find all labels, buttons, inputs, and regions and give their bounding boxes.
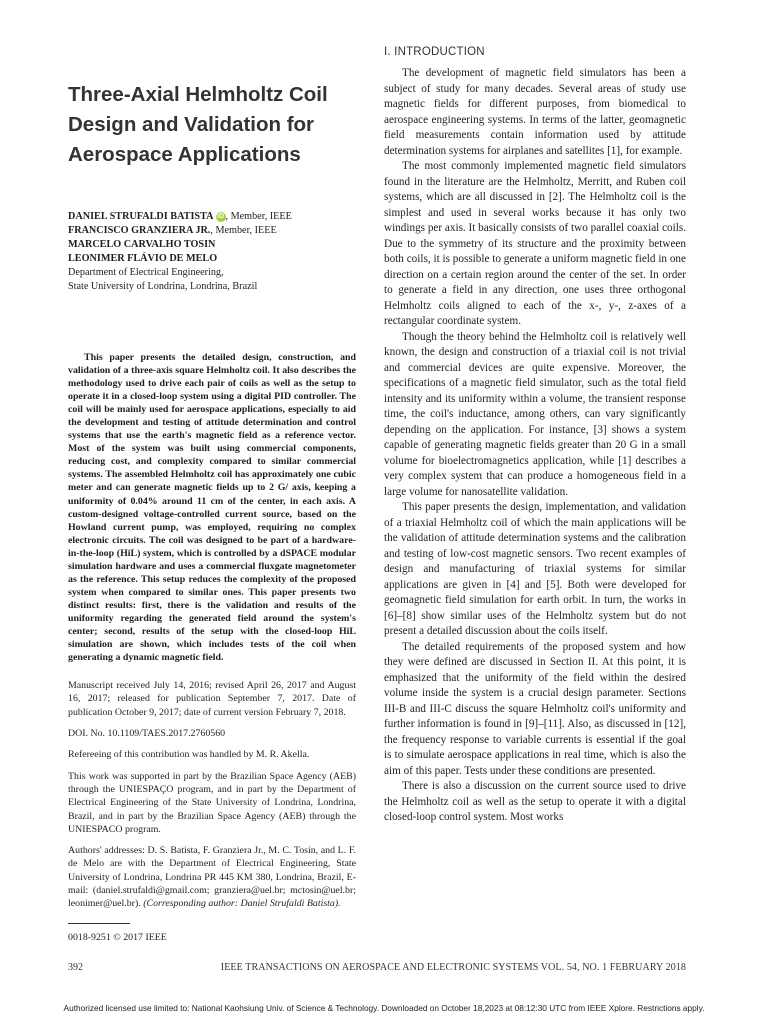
author-list bbox=[68, 210, 356, 266]
manuscript-note: Manuscript received July 14, 2016; revised April 26, 2017 and August 16, 2017; released for publication September 7, 2017. Date of publication October 9, 2017; date of current version February 7, 2018. bbox=[68, 680, 356, 718]
footnote-divider bbox=[68, 923, 130, 924]
body-paragraph: There is also a discussion on the current source used to drive the Helmholtz coil as well as the setup to operate it with a digital closed-loop control system. Most works bbox=[384, 780, 686, 823]
abstract: This paper presents the detailed design, construction, and validation of a three-axis square Helmholtz coil. It also describes the methodology used to drive each pair of coils as well as the setup to operate it in a closed-loop system using a digital PID controller. The coil will be mainly used for aerospace applications, especially to aid the development and testing of attitude determination and control systems that use the earth's magnetic field as a reference vector. Most of the system was built using commercial components, reducing cost, and complexity compared to similar commercial systems. The assembled Helmholtz coil has approximately one cubic meter and can generate magnetic fields up to 2 G/ axis, keeping a uniformity of 0.04% around 11 cm of the center, in each axis. A custom-designed voltage-controlled current source, based on the Howland current pump, was employed, requiring no complex electronic circuits. The coil was designed to be part of a hardware-in-the-loop (HiL) system, which is controlled by a dSPACE modular simulation hardware and uses a commercial fluxgate magnetometer as the reference. This setup reduces the complexity of the proposed system when compared to similar ones. This paper presents two distinct results: first, there is the validation and results of the uniformity regarding the generated field around the system's center; second, results of the setup with the closed-loop HiL simulation are shown, which includes tests of the coil when generating a dynamic magnetic field. bbox=[68, 352, 356, 664]
page-number: 392 bbox=[68, 962, 83, 973]
issn-copyright: 0018-9251 © 2017 IEEE bbox=[68, 931, 167, 943]
title-line: Design and Validation for bbox=[68, 113, 315, 136]
author-name: LEONIMER FLÁVIO DE MELO bbox=[68, 253, 218, 264]
doi-note[interactable]: DOI. No. 10.1109/TAES.2017.2760560 bbox=[68, 728, 226, 740]
author-membership: , Member, IEEE bbox=[210, 225, 277, 236]
paper-title bbox=[68, 80, 356, 170]
left-column bbox=[68, 80, 356, 943]
author-name: DANIEL STRUFALDI BATISTA bbox=[68, 211, 214, 222]
authorization-notice: Authorized licensed use limited to: National Kaohsiung Univ. of Science & Technology. Downloaded on October 18,2023 at 08:12:30 UTC from IEEE Xplore. Restrictions apply. bbox=[63, 1003, 705, 1013]
addresses-note bbox=[68, 844, 356, 910]
body-paragraph: This paper presents the design, implementation, and validation of a triaxial Helmholtz coil of which the main applications will be the validation of attitude determination systems and the calibration and testing of low-cost magnetic sensors. Two recent examples of design and manufacturing of triaxial systems for similar applications are given in [4] and [5]. Both were developed for geomagnetic field simulation for earth orbit. In turn, the works in [6]–[8] show similar uses of the Helmholtz system but do not present a detailed discussion about the coils itself. bbox=[384, 501, 686, 637]
author-row bbox=[68, 210, 356, 224]
author-membership: , Member, IEEE bbox=[225, 211, 292, 222]
addresses-text: Authors' addresses: D. S. Batista, F. Granziera Jr., M. C. Tosin, and L. F. de Melo are with the Department of Electrical Engineering, State University of Londrina, Londrina PR 445 KM 380, Londrina, Brazil, E-mail: (daniel.strufaldi@gmail.com; granziera@uel.br; mctosin@uel.br; leonimer@uel.br). bbox=[68, 845, 356, 910]
affiliation-line: State University of Londrina, Londrina, Brazil bbox=[68, 281, 258, 292]
author-row bbox=[68, 224, 356, 238]
author-row bbox=[68, 252, 356, 266]
body-paragraph: The most commonly implemented magnetic field simulators found in the literature are the Helmholtz, Merritt, and Ruben coil systems, which are all discussed in [2]. The Helmholtz coil is the simplest and used in several works because it has only two windings per axis. It basically consists of two parallel coaxial coils. Due to the symmetry of its structure and the proximity between both coils, it is possible to generate a uniform magnetic field in one direction on a certain region around the center of the set. In order to generate a field in any direction, one uses three orthogonal Helmholtz coils aligned to each of the x-, y-, z-axes of a rectangular coordinate system. bbox=[384, 160, 686, 327]
section-heading: I. INTRODUCTION bbox=[384, 46, 485, 58]
author-row bbox=[68, 238, 356, 252]
affiliation-line: Department of Electrical Engineering, bbox=[68, 267, 224, 278]
refereeing-note: Refereeing of this contribution was handled by M. R. Akella. bbox=[68, 749, 310, 761]
title-line: Three-Axial Helmholtz Coil bbox=[68, 83, 328, 106]
affiliation bbox=[68, 266, 356, 294]
author-name: MARCELO CARVALHO TOSIN bbox=[68, 239, 216, 250]
title-line: Aerospace Applications bbox=[68, 143, 301, 166]
journal-info: IEEE TRANSACTIONS ON AEROSPACE AND ELECTRONIC SYSTEMS VOL. 54, NO. 1 FEBRUARY 2018 bbox=[220, 962, 686, 973]
corresponding-author: (Corresponding author: Daniel Strufaldi Batista). bbox=[143, 898, 341, 910]
body-paragraph: Though the theory behind the Helmholtz coil is relatively well known, the design and construction of a triaxial coil is not trivial and commercial devices are quite expensive. Moreover, the specifications of a magnetic field simulator, such as the total field intensity and its uniformity within a volume, the transient response time, the coil's inductance, among others, can vary significantly depending on the application. For instance, [3] shows a system capable of generating magnetic fields greater than 20 G in a small volume for bioelectromagnetics application, while [1] describes a very complex system that can produce a homogeneous field in a large volume for nanosatellite validation. bbox=[384, 330, 686, 498]
orcid-icon[interactable]: iD bbox=[217, 213, 224, 220]
body-paragraph: The development of magnetic field simulators has been a subject of study for many decades. Several areas of study use magnetic fields for different purposes, from biomedical to aerospace engineering systems. In terms of the latter, geomagnetic field measurements contain information used by attitude determination systems for airplanes and satellites [1], for example. bbox=[384, 67, 686, 157]
body-paragraph: The detailed requirements of the proposed system and how they were defined are discussed in Section II. At this point, it is emphasized that the uniformity of the field within the desired volume inside the system is a crucial design parameter. Sections III-B and III-C discuss the square Helmholtz coil's uniformity and further information is found in [9]–[11]. Also, as discussed in [12], the frequency response to variable currents is essential if the goal is to simulate aerospace applications in real time, which is also the aim of this paper. Tests under these conditions are presented. bbox=[384, 640, 686, 777]
author-name: FRANCISCO GRANZIERA JR. bbox=[68, 225, 211, 236]
support-note: This work was supported in part by the Brazilian Space Agency (AEB) through the UNIESPAÇO program, and in part by the Department of Electrical Engineering of the State University of Londrina, Londrina, Brazil, and in part by the Brazilian Space Agency (AEB) through the UNIESPACO program. bbox=[68, 770, 356, 835]
right-column bbox=[384, 46, 686, 826]
